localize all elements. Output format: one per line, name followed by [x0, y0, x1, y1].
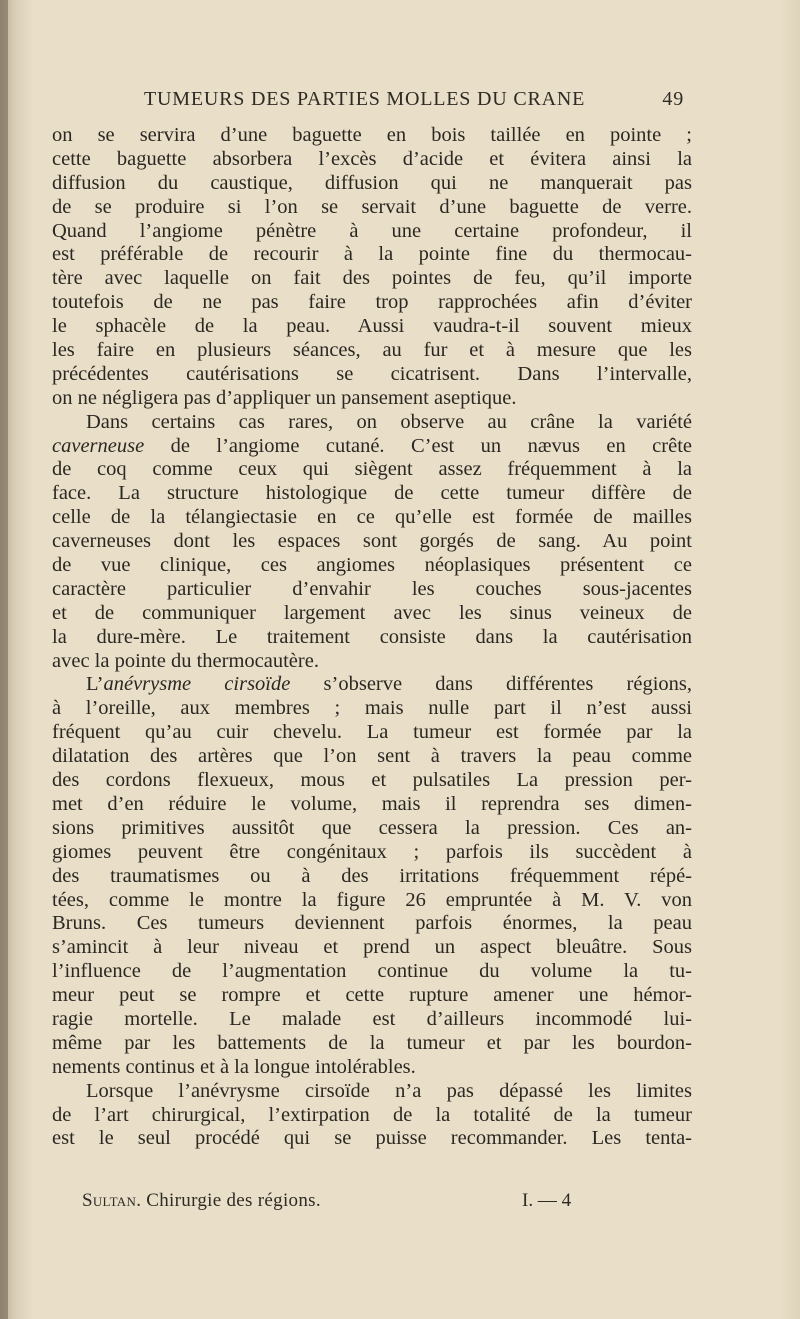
text-line: de coq comme ceux qui siègent assez fréquemment à la [52, 458, 692, 481]
text-line: de l’art chirurgical, l’extirpation de la totalité de la tumeur [52, 1103, 692, 1126]
page-number: 49 [662, 88, 684, 110]
text-line: est préférable de recourir à la pointe fine du thermocau- [52, 243, 692, 266]
text-fragment: de l’angiome cutané. C’est un nævus en crête [144, 434, 692, 457]
text-line: giomes peuvent être congénitaux ; parfois ils succèdent à [52, 840, 692, 863]
text-line: des cordons flexueux, mous et pulsatiles La pression per- [52, 769, 692, 792]
text-line [52, 435, 692, 459]
text-line: de se produire si l’on se servait d’une baguette de verre. [52, 195, 692, 218]
text-line: Quand l’angiome pénètre à une certaine profondeur, il [52, 219, 692, 242]
page-gutter-shadow [0, 0, 8, 1319]
text-line: caverneuses dont les espaces sont gorgés de sang. Au point [52, 530, 692, 553]
signature-mark: I. — 4 [522, 1190, 572, 1211]
text-line: et de communiquer largement avec les sinus veineux de [52, 601, 692, 624]
text-line: toutefois de ne pas faire trop rapprochées afin d’éviter [52, 291, 692, 314]
page-footer [82, 1190, 622, 1216]
running-header [144, 88, 684, 114]
italic-term: anévrysme cirsoïde [103, 673, 291, 696]
text-line: Bruns. Ces tumeurs deviennent parfois énormes, la peau [52, 912, 692, 935]
text-line: on ne négligera pas d’appliquer un pansement aseptique. [52, 386, 517, 409]
text-line: nements continus et à la longue intolérables. [52, 1055, 416, 1078]
italic-term: caverneuse [52, 434, 145, 457]
text-line: de vue clinique, ces angiomes néoplasiques présentent ce [52, 554, 692, 577]
text-fragment: s’observe dans différentes régions, [290, 673, 692, 696]
text-line: face. La structure histologique de cette tumeur diffère de [52, 482, 692, 505]
text-line: même par les battements de la tumeur et par les bourdon- [52, 1031, 692, 1054]
text-line: on se servira d’une baguette en bois taillée en pointe ; [52, 124, 692, 146]
text-line: ragie mortelle. Le malade est d’ailleurs incommodé lui- [52, 1007, 692, 1030]
text-line: le sphacèle de la peau. Aussi vaudra-t-il souvent mieux [52, 315, 692, 338]
text-line: dilatation des artères que l’on sent à travers la peau comme [52, 745, 692, 768]
text-line: Dans certains cas rares, on observe au crâne la variété [86, 410, 692, 433]
text-line [52, 673, 692, 697]
text-line: précédentes cautérisations se cicatrisent. Dans l’intervalle, [52, 362, 692, 385]
text-line: celle de la télangiectasie en ce qu’elle est formée de mailles [52, 506, 692, 529]
footer-citation [82, 1190, 321, 1212]
text-line: s’amincit à leur niveau et prend un aspect bleuâtre. Sous [52, 936, 692, 959]
text-fragment: L’ [86, 673, 104, 696]
text-line: avec la pointe du thermocautère. [52, 649, 319, 672]
text-line: les faire en plusieurs séances, au fur et à mesure que les [52, 339, 692, 362]
footer-book-title: . Chirurgie des régions. [136, 1190, 321, 1211]
footer-author: Sultan [82, 1190, 137, 1211]
text-line: met d’en réduire le volume, mais il reprendra ses dimen- [52, 792, 692, 815]
text-line: l’influence de l’augmentation continue du volume la tu- [52, 960, 692, 983]
text-line: sions primitives aussitôt que cessera la pression. Ces an- [52, 816, 692, 839]
text-line: Lorsque l’anévrysme cirsoïde n’a pas dépassé les limites [86, 1079, 692, 1102]
text-line: tées, comme le montre la figure 26 empruntée à M. V. von [52, 888, 692, 911]
text-line: fréquent qu’au cuir chevelu. La tumeur est formée par la [52, 721, 692, 744]
text-line: est le seul procédé qui se puisse recommander. Les tenta- [52, 1127, 692, 1150]
running-head-title: TUMEURS DES PARTIES MOLLES DU CRANE [144, 88, 586, 110]
text-line: à l’oreille, aux membres ; mais nulle part il n’est aussi [52, 697, 692, 720]
text-line: tère avec laquelle on fait des pointes de feu, qu’il importe [52, 267, 692, 290]
text-line: la dure-mère. Le traitement consiste dans la cautérisation [52, 625, 692, 648]
text-line: des traumatismes ou à des irritations fréquemment répé- [52, 864, 692, 887]
text-line: cette baguette absorbera l’excès d’acide et évitera ainsi la [52, 147, 692, 170]
text-line: diffusion du caustique, diffusion qui ne manquerait pas [52, 171, 692, 194]
body-text [52, 124, 692, 1151]
text-line: meur peut se rompre et cette rupture amener une hémor- [52, 984, 692, 1007]
text-line: caractère particulier d’envahir les couches sous-jacentes [52, 577, 692, 600]
